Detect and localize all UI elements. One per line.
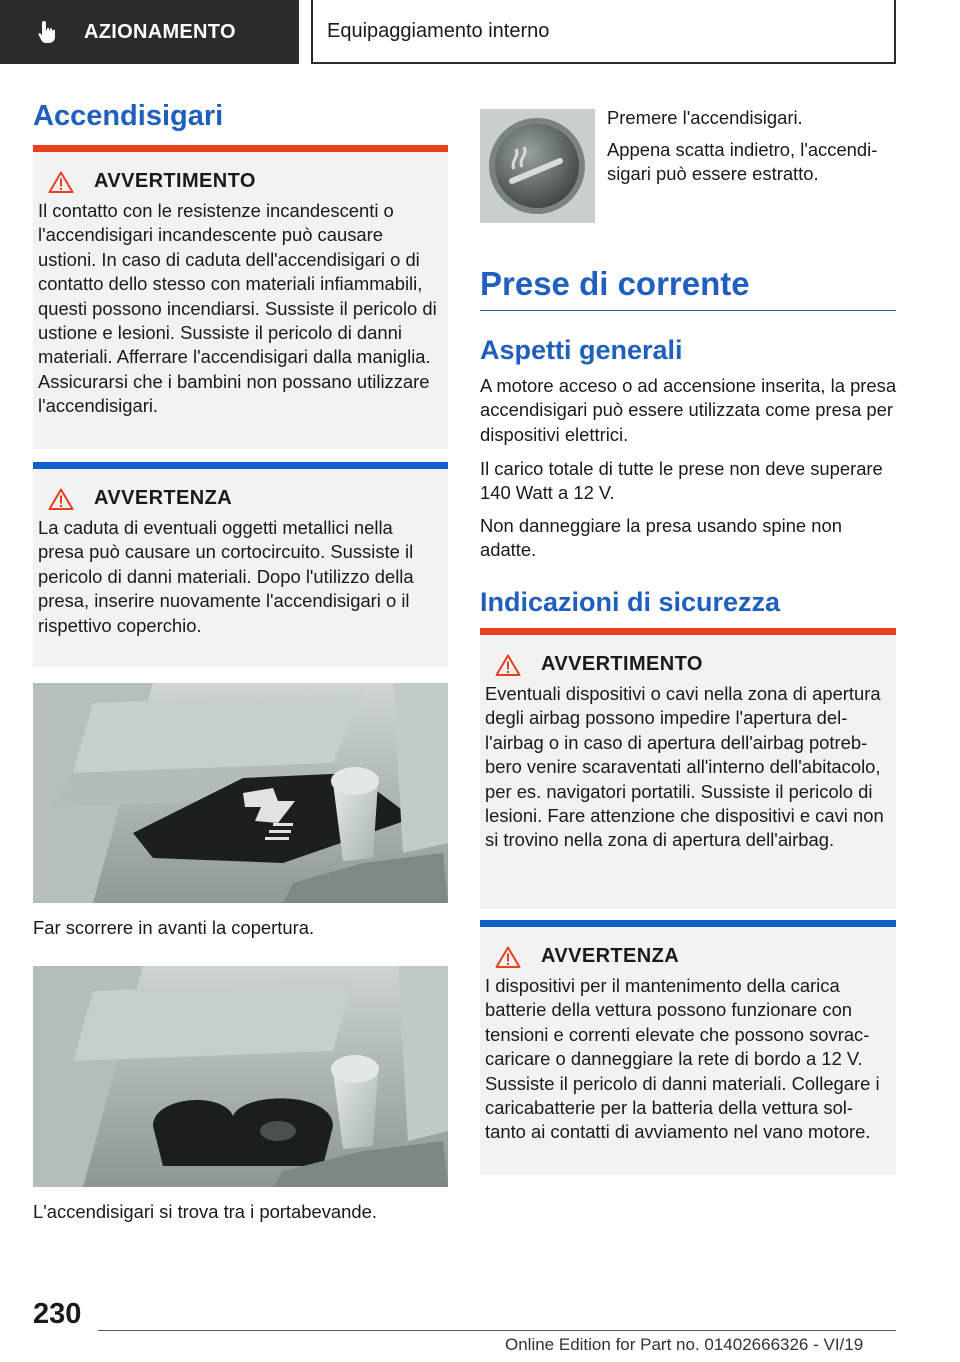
warning-box <box>33 145 448 449</box>
cupholder-photo <box>33 966 448 1187</box>
notice-title: AVVERTENZA <box>94 487 233 509</box>
warning-title: AVVERTIMENTO <box>541 653 703 675</box>
footer-divider <box>98 1330 896 1331</box>
warning-triangle-icon <box>48 488 74 510</box>
title-underline <box>480 310 896 311</box>
warning-text: Eventuali dispositivi o cavi nella zona di apertura degli airbag possono impedire l'apertura dell'airbag o in caso di apertura dell'airbag potrebbero venire scaraventati all'interno dell'abitacolo, per es. navigatori portatili. Sussiste il pericolo di lesioni. Fare attenzione che dispositivi e cavi non si trovino nella zona di apertura dell'airbag. <box>485 683 884 851</box>
instruction-text: Appena scatta indietro, l'accendisigari può essere estratto. <box>607 139 878 185</box>
notice-text: I dispositivi per il mantenimento della carica batterie della vettura possono funzionare con tensioni e correnti elevate che possono sovraccaricare o danneggiare la rete di bordo a 12 V. Sussiste il pericolo di danni materiali. Collegare i caricabatterie per la batteria della vettura soltanto ai contatti di avviamento nel vano motore. <box>485 975 880 1143</box>
console-cover-photo <box>33 683 448 903</box>
subsection-title: Aspetti generali <box>480 335 683 365</box>
hand-pointer-icon <box>34 18 62 46</box>
edition-text: Online Edition for Part no. 01402666326 - VI/19 <box>505 1335 864 1354</box>
photo-caption: Far scorrere in avanti la copertura. <box>33 917 315 938</box>
section-label: AZIONAMENTO <box>84 20 236 43</box>
section-tab <box>0 0 299 64</box>
instruction-text: Premere l'accendisigari. <box>607 107 803 128</box>
section-title: Accendisigari <box>33 100 224 132</box>
notice-box <box>480 920 896 1175</box>
warning-box <box>480 628 896 909</box>
cigarette-lighter-photo <box>480 109 595 223</box>
notice-title: AVVERTENZA <box>541 945 680 967</box>
photo-caption: L'accendisigari si trova tra i portabevande. <box>33 1201 377 1222</box>
notice-text: La caduta di eventuali oggetti metallici nella presa può causare un cortocircuito. Sussiste il pericolo di danni materiali. Dopo l'utilizzo della presa, inserire nuovamente l'accendisigari o il rispettivo coperchio. <box>38 517 414 636</box>
chapter-box <box>311 0 896 64</box>
page-number: 230 <box>33 1298 82 1330</box>
body-text: A motore acceso o ad accensione inserita, la presa accendisigari può essere utilizzata come presa per dispositivi elettrici. <box>480 375 897 445</box>
warning-title: AVVERTIMENTO <box>94 170 256 192</box>
warning-triangle-icon <box>48 171 74 193</box>
warning-triangle-icon <box>495 654 521 676</box>
chapter-label: Equipaggiamento interno <box>327 19 550 42</box>
warning-triangle-icon <box>495 946 521 968</box>
body-text: Il carico totale di tutte le prese non deve superare 140 Watt a 12 V. <box>480 458 883 504</box>
subsection-title: Indicazioni di sicurezza <box>480 587 781 617</box>
body-text: Non danneggiare la presa usando spine non adatte. <box>480 515 842 561</box>
warning-text: Il contatto con le resistenze incandescenti o l'accendisigari incandescente può causare ustioni. In caso di caduta dell'accendisigari o di contatto dello stesso con materiali infiammabili, questi possono incendiarsi. Sussiste il pericolo di ustione e lesioni. Sussiste il pericolo di danni materiali. Afferrare l'accendisigari dalla maniglia. Assicurarsi che i bambini non possano utilizzare l'accendisigari. <box>38 200 437 417</box>
section-title: Prese di corrente <box>480 265 750 302</box>
notice-box <box>33 462 448 667</box>
